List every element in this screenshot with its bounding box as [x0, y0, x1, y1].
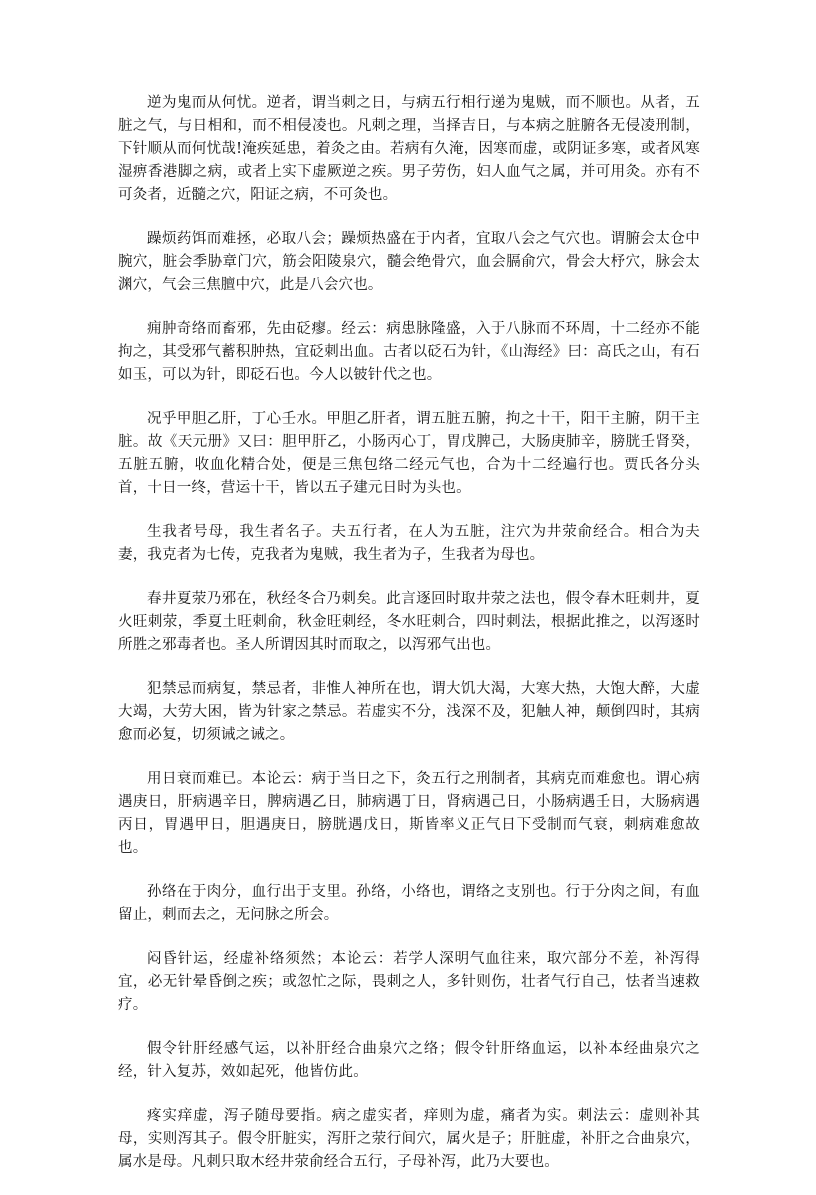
paragraph-12: 疼实痒虚，泻子随母要指。病之虚实者，痒则为虚，痛者为实。刺法云：虚则补其母，实则泻其子。假令肝脏实，泻肝之荥行间穴，属火是子；肝脏虚，补肝之合曲泉穴，属水是母。凡刺只取木经井荥俞经合五行，子母补泻，此乃大要也。 [118, 1108, 700, 1170]
paragraph-11: 假令针肝经感气运，以补肝经合曲泉穴之络；假令针肝络血运，以补本经曲泉穴之经，针入复苏，效如起死，他皆仿此。 [118, 1041, 700, 1080]
paragraph-8: 用日衰而难已。本论云：病于当日之下，灸五行之刑制者，其病克而难愈也。谓心病遇庚日，肝病遇辛日，脾病遇乙日，肺病遇丁日，肾病遇己日，小肠病遇壬日，大肠病遇丙日，胃遇甲日，胆遇庚日，膀胱遇戊日，斯皆率义正气日下受制而气衰，刺病难愈故也。 [118, 771, 700, 856]
paragraph-6: 春井夏荥乃邪在，秋经冬合乃刺矣。此言逐回时取井荥之法也，假令春木旺刺井，夏火旺刺荥，季夏土旺刺俞，秋金旺刺经，冬水旺刺合，四时刺法，根据此推之，以泻逐时所胜之邪毒者也。圣人所谓因其时而取之，以泻邪气出也。 [118, 591, 700, 653]
document-page [118, 92, 700, 1195]
paragraph-4: 况乎甲胆乙肝，丁心壬水。甲胆乙肝者，谓五脏五腑，拘之十干，阳干主腑，阴干主脏。故《天元册》又曰：胆甲肝乙，小肠丙心丁，胃戊脾己，大肠庚肺辛，膀胱壬肾癸，五脏五腑，收血化精合处，便是三焦包络二经元气也，合为十二经遍行也。贾氏各分头首，十日一终，营运十干，皆以五子建元日时为头也。 [118, 411, 700, 496]
paragraph-7: 犯禁忌而病复，禁忌者，非惟人神所在也，谓大饥大渴，大寒大热，大饱大醉，大虚大竭，大劳大困，皆为针家之禁忌。若虚实不分，浅深不及，犯触人神，颠倒四时，其病愈而必复，切须诫之诫之。 [118, 681, 700, 743]
paragraph-9: 孙络在于肉分，血行出于支里。孙络，小络也，谓络之支别也。行于分肉之间，有血留止，刺而去之，无问脉之所会。 [118, 884, 700, 923]
paragraph-2: 躁烦药饵而难拯，必取八会；躁烦热盛在于内者，宜取八会之气穴也。谓腑会太仓中腕穴，脏会季胁章门穴，筋会阳陵泉穴，髓会绝骨穴，血会膈俞穴，骨会大杼穴，脉会太渊穴，气会三焦膻中穴，此是八会穴也。 [118, 231, 700, 293]
paragraph-5: 生我者号母，我生者名子。夫五行者，在人为五脏，注穴为井荥俞经合。相合为夫妻，我克者为七传，克我者为鬼贼，我生者为子，生我者为母也。 [118, 524, 700, 563]
paragraph-1: 逆为鬼而从何忧。逆者，谓当刺之日，与病五行相行递为鬼贼，而不顺也。从者，五脏之气，与日相和，而不相侵凌也。凡刺之理，当择吉日，与本病之脏腑各无侵凌刑制，下针顺从而何忧哉!淹疾延患，着灸之由。若病有久淹，因寒而虚，或阴证多寒，或者风寒湿痹香港脚之病，或者上实下虚厥逆之疾。男子劳伤，妇人血气之属，并可用灸。亦有不可灸者，近髓之穴，阳证之病，不可灸也。 [118, 95, 700, 203]
paragraph-3: 痈肿奇络而畜邪，先由砭瘳。经云：病患脉隆盛，入于八脉而不环周，十二经亦不能拘之，其受邪气蓄积肿热，宜砭刺出血。古者以砭石为针，《山海经》曰：高氏之山，有石如玉，可以为针，即砭石也。今人以铍针代之也。 [118, 321, 700, 383]
paragraph-10: 闷昏针运，经虚补络须然；本论云：若学人深明气血往来，取穴部分不差，补泻得宜，必无针晕昏倒之疾；或忽忙之际，畏刺之人，多针则伤，壮者气行自己，怯者当速救疗。 [118, 951, 700, 1013]
